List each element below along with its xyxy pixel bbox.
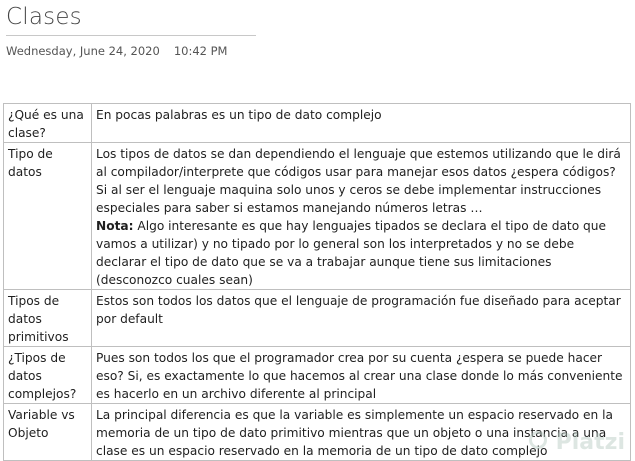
table-cell-term[interactable]: Variable vs Objeto xyxy=(4,404,92,461)
definition-text: Los tipos de datos se dan dependiendo el lenguaje que estemos utilizando que le dirá al compilador/interprete que códigos usar para manejar esos datos ¿espera códigos? Si al ser el lenguaje maquina solo unos y ceros se debe implementar instrucciones especiales para saber si estamos manejando números letras … xyxy=(96,147,621,215)
table-cell-term[interactable]: Tipos de datos primitivos xyxy=(4,290,92,347)
page-timestamp xyxy=(6,44,227,58)
table-cell-definition[interactable]: La principal diferencia es que la variable es simplemente un espacio reservado en la memoria de un tipo de dato primitivo mientras que un objeto o una instancia a una clase es un espacio reservado en la memoria de un tipo de dato complejo xyxy=(92,404,631,461)
table-row xyxy=(4,143,631,290)
table-cell-term[interactable]: ¿Tipos de datos complejos? xyxy=(4,347,92,404)
table-cell-term[interactable]: ¿Qué es una clase? xyxy=(4,104,92,143)
table-row xyxy=(4,347,631,404)
note-label: Nota: xyxy=(96,219,134,233)
table-cell-definition[interactable]: Pues son todos los que el programador crea por su cuenta ¿espera se puede hacer eso? Si, es exactamente lo que hacemos al crear una clase donde lo más conveniente es hacerlo en un archivo diferente al principal xyxy=(92,347,631,404)
page-title[interactable]: Clases xyxy=(6,4,82,30)
note-text: Algo interesante es que hay lenguajes tipados se declara el tipo de dato que vamos a utilizar) y no tipado por lo general son los interpretados y no se debe declarar el tipo de dato que se va a trabajar aunque tiene sus limitaciones (desconozco cuales sean) xyxy=(96,219,606,287)
table-row xyxy=(4,104,631,143)
table-cell-term[interactable]: Tipo de datos xyxy=(4,143,92,290)
notes-table xyxy=(3,103,631,461)
page-time: 10:42 PM xyxy=(173,44,228,58)
table-row xyxy=(4,290,631,347)
table-cell-definition[interactable]: En pocas palabras es un tipo de dato complejo xyxy=(92,104,631,143)
table-cell-definition[interactable]: Estos son todos los datos que el lenguaje de programación fue diseñado para aceptar por default xyxy=(92,290,631,347)
platzi-watermark: Platzi xyxy=(555,430,625,455)
title-divider xyxy=(6,35,256,36)
table-cell-definition[interactable] xyxy=(92,143,631,290)
platzi-logo-icon xyxy=(529,431,547,449)
page-date: Wednesday, June 24, 2020 xyxy=(6,44,160,58)
